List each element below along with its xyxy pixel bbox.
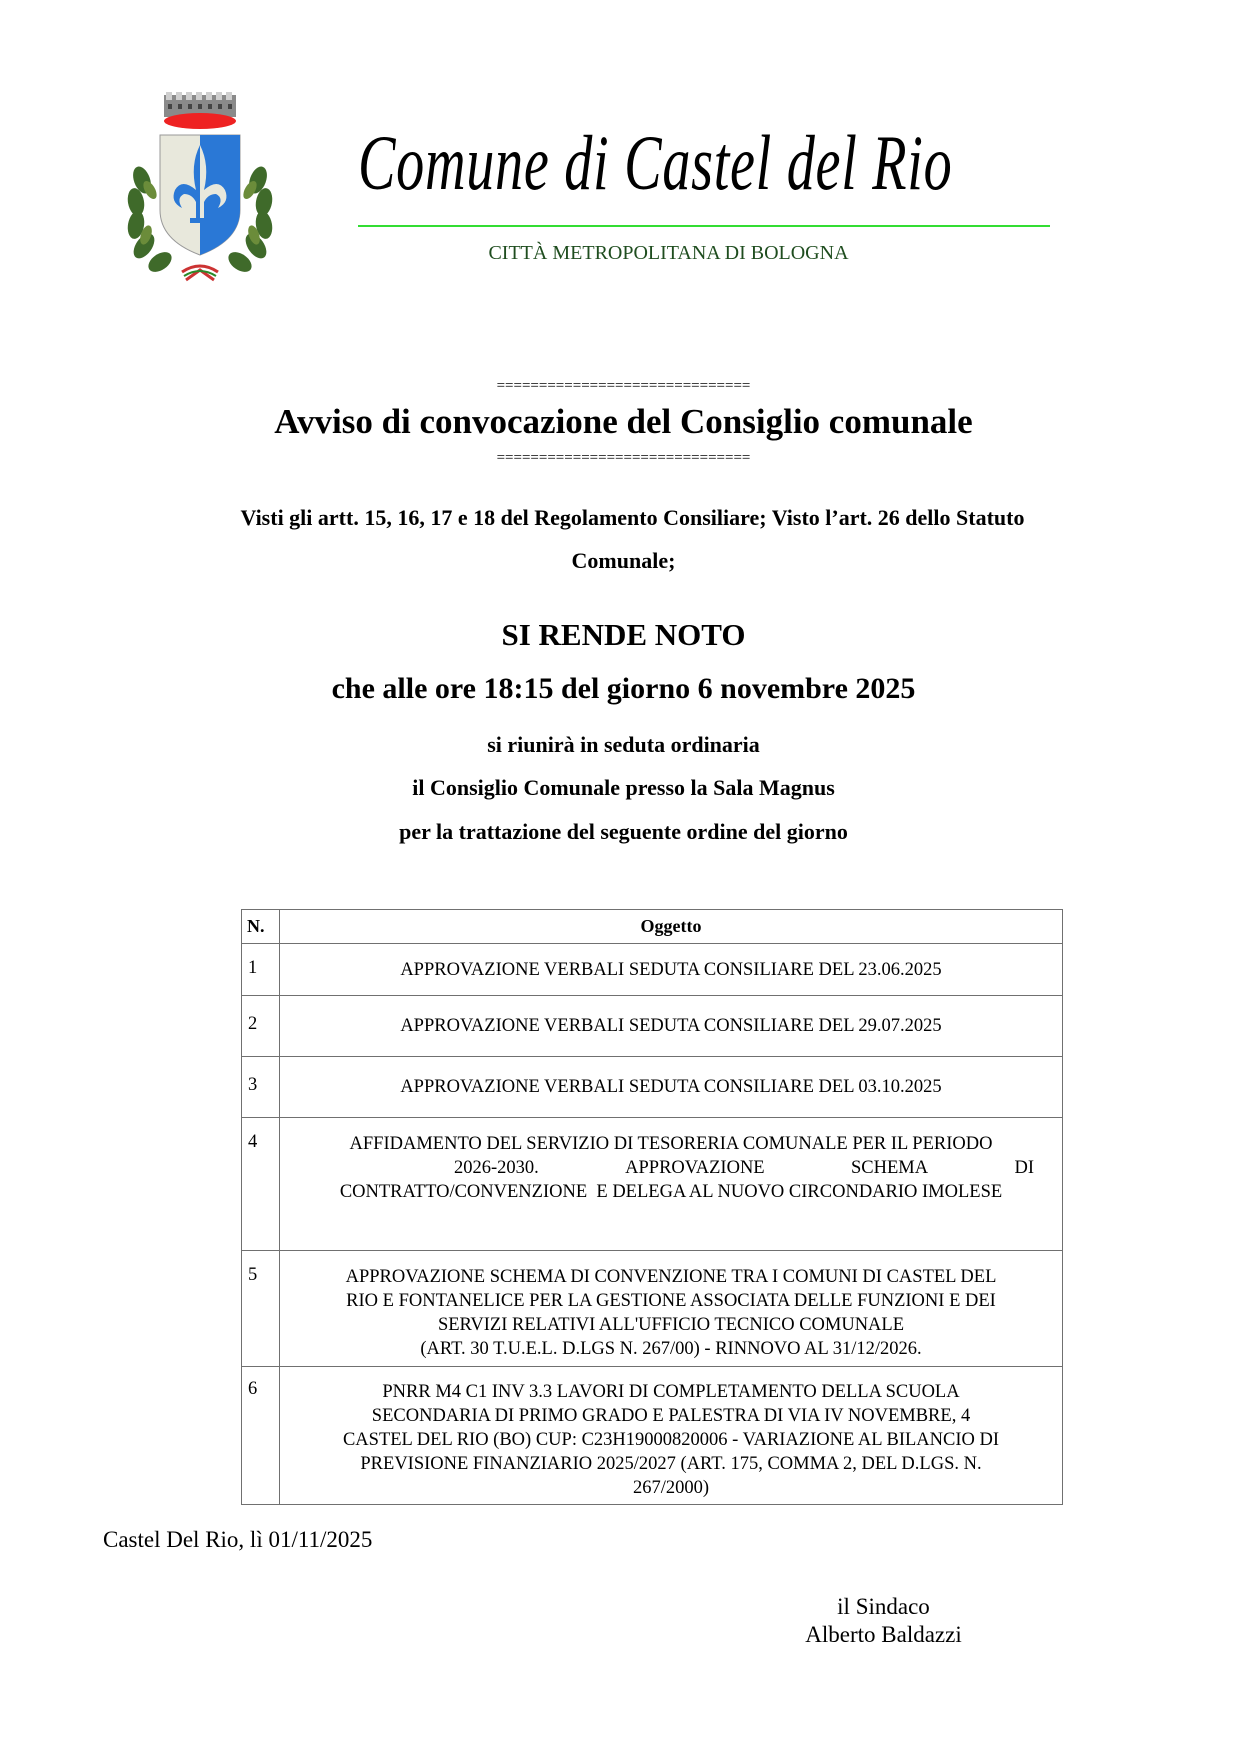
subject-line-justified [294, 1156, 1048, 1180]
agenda-item-number: 1 [242, 944, 280, 996]
agenda-item-subject [280, 996, 1063, 1057]
column-header-number: N. [242, 910, 280, 944]
subject-line: (ART. 30 T.U.E.L. D.LGS N. 267/00) - RINNOVO AL 31/12/2026. [420, 1339, 922, 1359]
agenda-intro: per la trattazione del seguente ordine del giorno [399, 819, 848, 844]
agenda-item-subject [280, 1251, 1063, 1367]
agenda-row [242, 1251, 1063, 1367]
subject-word: DI [1014, 1158, 1034, 1178]
legal-reference-line-1: Visti gli artt. 15, 16, 17 e 18 del Regolamento Consiliare; Visto l’art. 26 dello Statuto [240, 505, 1025, 530]
subject-line: APPROVAZIONE SCHEMA DI CONVENZIONE TRA I COMUNI DI CASTEL DEL [345, 1267, 997, 1287]
agenda-row [242, 944, 1063, 996]
agenda-item-number: 3 [242, 1057, 280, 1118]
metropolitan-city-subtitle: CITTÀ METROPOLITANA DI BOLOGNA [488, 242, 849, 264]
subject-line: AFFIDAMENTO DEL SERVIZIO DI TESORERIA COMUNALE PER IL PERIODO [349, 1134, 993, 1154]
agenda-item-subject [280, 1057, 1063, 1118]
meeting-venue: il Consiglio Comunale presso la Sala Magnus [412, 775, 835, 800]
agenda-item-subject [280, 1367, 1063, 1505]
agenda-item-subject [280, 944, 1063, 996]
signer-title: il Sindaco [837, 1594, 930, 1619]
notice-title: Avviso di convocazione del Consiglio comunale [274, 402, 973, 441]
column-header-subject: Oggetto [280, 910, 1063, 944]
subject-line: APPROVAZIONE VERBALI SEDUTA CONSILIARE DEL 03.10.2025 [400, 1077, 942, 1097]
subject-line: CONTRATTO/CONVENZIONE E DELEGA AL NUOVO CIRCONDARIO IMOLESE [339, 1182, 1003, 1202]
agenda-item-subject [280, 1118, 1063, 1251]
title-separator-top: ============================== [496, 378, 751, 394]
place-and-date: Castel Del Rio, lì 01/11/2025 [103, 1527, 373, 1552]
agenda-item-number: 6 [242, 1367, 280, 1505]
title-separator-bottom: ============================== [496, 450, 751, 466]
announcement-heading: SI RENDE NOTO [501, 617, 746, 652]
subject-word: APPROVAZIONE [625, 1158, 765, 1178]
agenda-row [242, 1367, 1063, 1505]
signer-name: Alberto Baldazzi [805, 1622, 962, 1647]
agenda-item-number: 4 [242, 1118, 280, 1251]
subject-line: APPROVAZIONE VERBALI SEDUTA CONSILIARE DEL 29.07.2025 [400, 1016, 942, 1036]
subject-line: PREVISIONE FINANZIARIO 2025/2027 (ART. 175, COMMA 2, DEL D.LGS. N. [360, 1454, 982, 1474]
agenda-table [241, 909, 1063, 1505]
subject-line: 267/2000) [632, 1478, 710, 1498]
header-divider [358, 225, 1050, 227]
subject-word: 2026-2030. [454, 1158, 539, 1178]
agenda-item-number: 2 [242, 996, 280, 1057]
legal-reference-line-2: Comunale; [571, 548, 676, 573]
subject-line: CASTEL DEL RIO (BO) CUP: C23H19000820006 - VARIAZIONE AL BILANCIO DI [342, 1430, 1000, 1450]
agenda-row [242, 1057, 1063, 1118]
session-type: si riunirà in seduta ordinaria [487, 732, 760, 757]
agenda-header-row [242, 910, 1063, 944]
subject-line: RIO E FONTANELICE PER LA GESTIONE ASSOCIATA DELLE FUNZIONI E DEI [346, 1291, 996, 1311]
subject-line: PNRR M4 C1 INV 3.3 LAVORI DI COMPLETAMENTO DELLA SCUOLA [382, 1382, 960, 1402]
agenda-item-number: 5 [242, 1251, 280, 1367]
subject-line: SECONDARIA DI PRIMO GRADO E PALESTRA DI VIA IV NOVEMBRE, 4 [371, 1406, 971, 1426]
subject-word: SCHEMA [850, 1158, 929, 1178]
subject-line: SERVIZI RELATIVI ALL'UFFICIO TECNICO COMUNALE [437, 1315, 905, 1335]
agenda-row [242, 1118, 1063, 1251]
town-name-heading: Comune di Castel del Rio [358, 119, 953, 206]
meeting-datetime: che alle ore 18:15 del giorno 6 novembre 2025 [331, 672, 916, 705]
subject-line: APPROVAZIONE VERBALI SEDUTA CONSILIARE DEL 23.06.2025 [400, 960, 942, 980]
agenda-row [242, 996, 1063, 1057]
